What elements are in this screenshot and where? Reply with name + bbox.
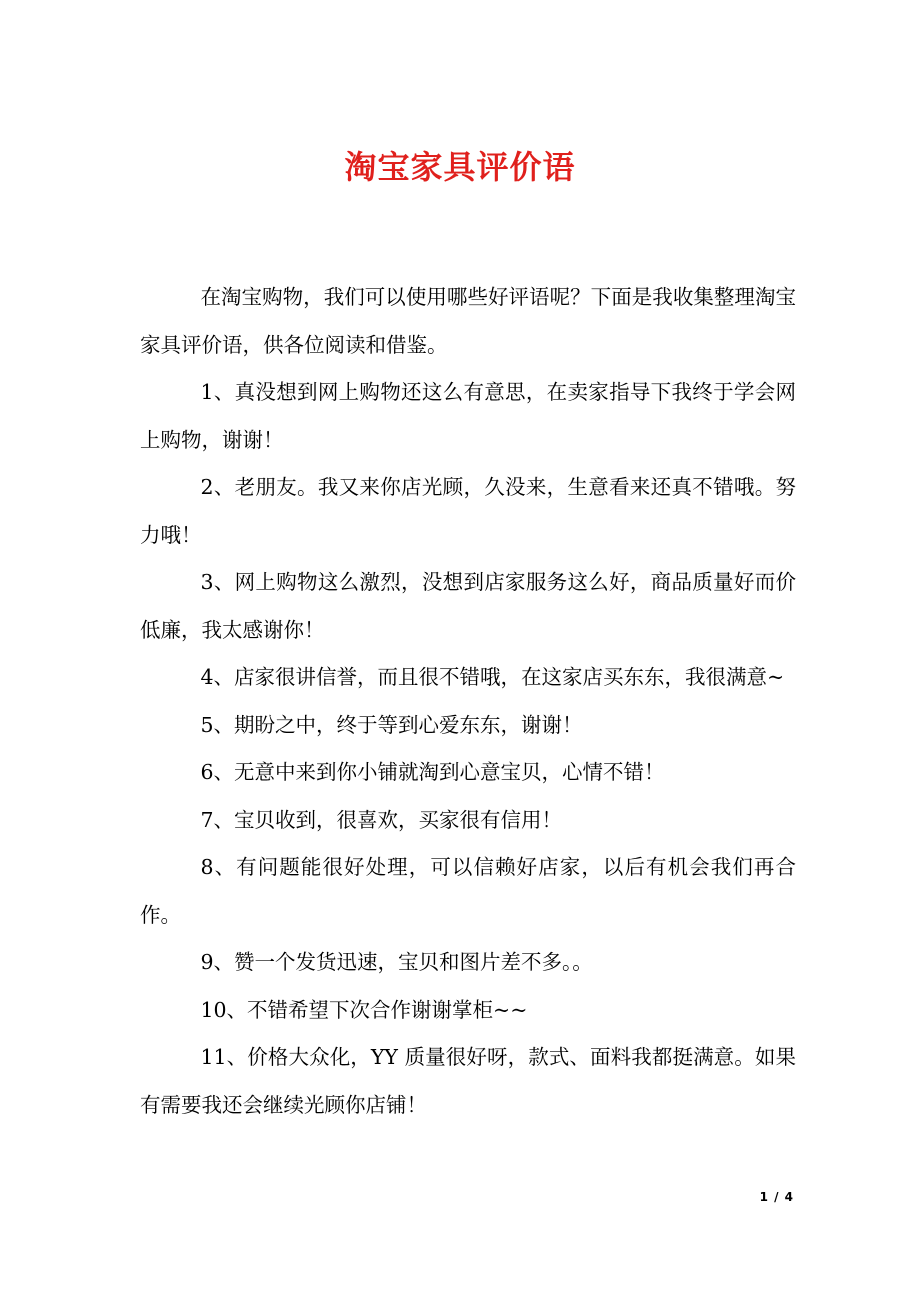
review-item-5: 5、期盼之中，终于等到心爱东东，谢谢！ bbox=[200, 712, 583, 737]
document-title: 淘宝家具评价语 bbox=[344, 148, 576, 186]
review-item-7: 7、宝贝收到，很喜欢，买家很有信用！ bbox=[200, 807, 563, 832]
review-item-10: 10、不错希望下次合作谢谢掌柜~~ bbox=[200, 997, 528, 1022]
review-item-4: 4、店家很讲信誉，而且很不错哦，在这家店买东东，我很满意~ bbox=[200, 665, 785, 689]
intro-paragraph: 在淘宝购物，我们可以使用哪些好评语呢？下面是我收集整理淘宝家具评价语，供各位阅读和借鉴。 bbox=[140, 285, 796, 357]
review-item-8: 8、有问题能很好处理，可以信赖好店家，以后有机会我们再合作。 bbox=[140, 855, 796, 927]
review-item-3: 3、网上购物这么激烈，没想到店家服务这么好，商品质量好而价低廉，我太感谢你！ bbox=[140, 570, 796, 642]
review-item-9: 9、赞一个发货迅速，宝贝和图片差不多。。 bbox=[200, 950, 593, 974]
review-item-2: 2、老朋友。我又来你店光顾，久没来，生意看来还真不错哦。努力哦！ bbox=[140, 475, 796, 547]
page-number: 1 / 4 bbox=[759, 1190, 794, 1204]
document-body bbox=[140, 274, 796, 1129]
review-item-6: 6、无意中来到你小铺就淘到心意宝贝，心情不错！ bbox=[200, 760, 665, 784]
review-item-11: 11、价格大众化，YY 质量很好呀，款式、面料我都挺满意。如果有需要我还会继续光顾你店铺！ bbox=[140, 1045, 796, 1117]
review-item-1: 1、真没想到网上购物还这么有意思，在卖家指导下我终于学会网上购物，谢谢！ bbox=[140, 380, 796, 452]
